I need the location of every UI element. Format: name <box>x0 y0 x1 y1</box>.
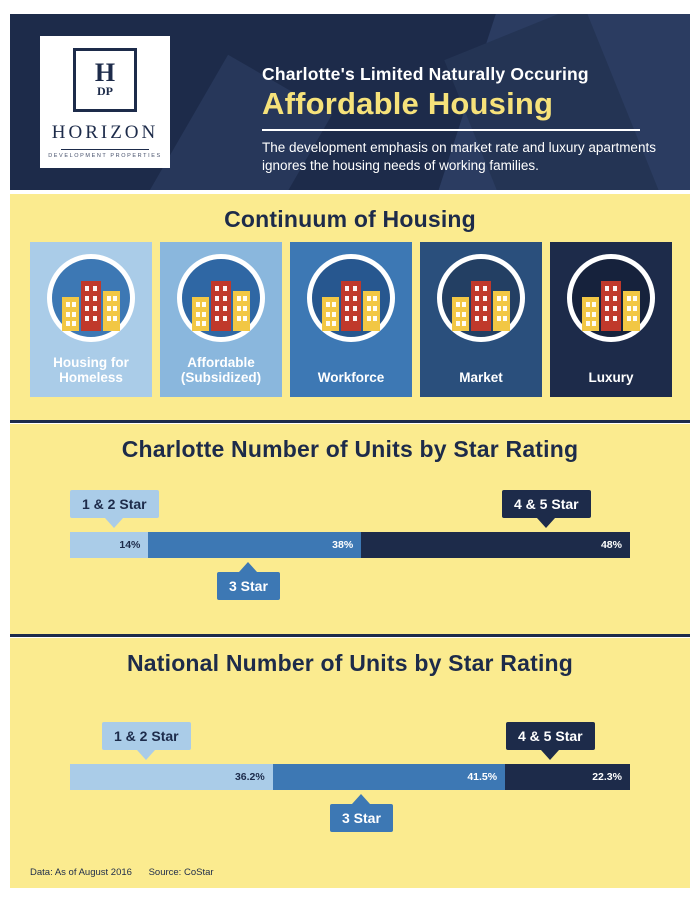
section-divider <box>10 420 690 423</box>
continuum-card-list <box>30 242 672 397</box>
building-circle-icon <box>567 254 655 342</box>
building-circle-icon <box>47 254 135 342</box>
national-chart-section <box>10 638 690 888</box>
bar-segment-value: 41.5% <box>467 771 498 783</box>
bar-segment <box>70 764 273 790</box>
logo-monogram-dp: DP <box>97 84 113 98</box>
bar-segment-value: 36.2% <box>234 771 265 783</box>
bar-segment-value: 22.3% <box>592 771 622 783</box>
header-title: Affordable Housing <box>262 86 554 121</box>
callout-label: 4 & 5 Star <box>514 496 579 512</box>
callout-pointer-icon <box>541 750 559 760</box>
header-kicker: Charlotte's Limited Naturally Occuring <box>262 64 589 84</box>
apartment-building-icon <box>322 279 380 331</box>
footnote-source: Source: CoStar <box>148 867 214 878</box>
building-circle-icon <box>307 254 395 342</box>
callout-label: 3 Star <box>342 810 381 826</box>
continuum-card <box>550 242 672 397</box>
logo-divider <box>61 149 149 150</box>
footnote <box>30 867 228 878</box>
callout-4-5-star-charlotte <box>502 490 591 518</box>
bar-segment <box>361 532 630 558</box>
bar-segment-value: 14% <box>119 539 141 551</box>
callout-1-2-star-charlotte <box>70 490 159 518</box>
header-banner <box>10 14 690 190</box>
continuum-section <box>10 194 690 420</box>
charlotte-chart-title: Charlotte Number of Units by Star Rating <box>121 436 579 462</box>
bar-segment <box>505 764 630 790</box>
building-circle-icon <box>437 254 525 342</box>
callout-pointer-icon <box>239 562 257 572</box>
logo-monogram-icon <box>73 48 137 112</box>
header-description: The development emphasis on market rate and luxury apartments ignores the housing needs of working families. <box>262 140 656 173</box>
callout-label: 1 & 2 Star <box>114 728 179 744</box>
callout-pointer-icon <box>352 794 370 804</box>
callout-pointer-icon <box>137 750 155 760</box>
continuum-card <box>30 242 152 397</box>
callout-pointer-icon <box>105 518 123 528</box>
continuum-card-label: Workforce <box>317 370 385 385</box>
continuum-card-label: Affordable (Subsidized) <box>180 355 262 385</box>
logo-name: HORIZON <box>51 122 159 143</box>
bar-segment <box>273 764 505 790</box>
bar-segment <box>148 532 361 558</box>
continuum-card <box>420 242 542 397</box>
continuum-card-label: Housing for Homeless <box>53 355 129 385</box>
callout-label: 3 Star <box>229 578 268 594</box>
callout-label: 1 & 2 Star <box>82 496 147 512</box>
apartment-building-icon <box>192 279 250 331</box>
bar-segment-value: 38% <box>332 539 354 551</box>
header-text-block <box>262 64 662 175</box>
footnote-data: Data: As of August 2016 <box>30 867 132 878</box>
logo-subtitle: DEVELOPMENT PROPERTIES <box>48 153 162 159</box>
callout-pointer-icon <box>537 518 555 528</box>
charlotte-stacked-bar <box>70 532 630 558</box>
apartment-building-icon <box>582 279 640 331</box>
continuum-card <box>290 242 412 397</box>
callout-label: 4 & 5 Star <box>518 728 583 744</box>
apartment-building-icon <box>452 279 510 331</box>
national-chart-title: National Number of Units by Star Rating <box>126 650 574 676</box>
callout-3-star-national <box>330 804 393 832</box>
continuum-card-label: Market <box>459 370 503 385</box>
callout-3-star-charlotte <box>217 572 280 600</box>
logo-monogram-h: H <box>94 58 116 87</box>
charlotte-chart-section <box>10 424 690 634</box>
company-logo <box>40 36 170 168</box>
apartment-building-icon <box>62 279 120 331</box>
bar-segment <box>70 532 148 558</box>
building-circle-icon <box>177 254 265 342</box>
section-divider <box>10 634 690 637</box>
bar-segment-value: 48% <box>600 539 622 551</box>
national-stacked-bar <box>70 764 630 790</box>
continuum-card <box>160 242 282 397</box>
header-divider <box>262 129 640 131</box>
continuum-title: Continuum of Housing <box>224 206 476 232</box>
continuum-card-label: Luxury <box>588 370 634 385</box>
callout-4-5-star-national <box>506 722 595 750</box>
callout-1-2-star-national <box>102 722 191 750</box>
